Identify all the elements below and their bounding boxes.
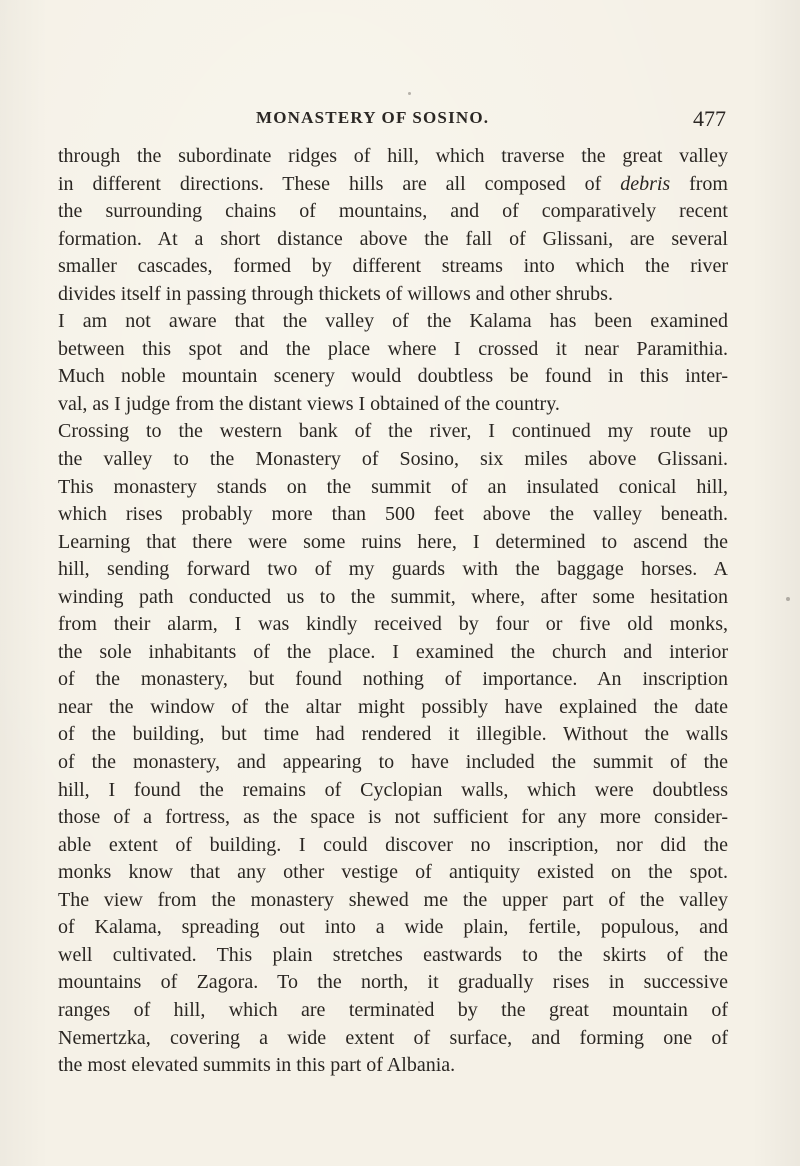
- text-line: winding path conducted us to the summit, where, after some hesitation: [58, 585, 728, 608]
- page-number: 477: [693, 106, 726, 131]
- body-text: [58, 143, 728, 1080]
- running-head: [58, 108, 728, 140]
- text-line: ranges of hill, which are terminated by the great mountain of: [58, 998, 728, 1021]
- text-line: formation. At a short distance above the fall of Glissani, are several: [58, 227, 728, 250]
- text-line: of Kalama, spreading out into a wide plain, fertile, populous, and: [58, 916, 728, 939]
- text-line: val, as I judge from the distant views I obtained of the country.: [58, 392, 560, 415]
- text-line: those of a fortress, as the space is not sufficient for any more consider-: [58, 806, 728, 829]
- text-line: I am not aware that the valley of the Kalama has been examined: [58, 310, 728, 333]
- text-line: the valley to the Monastery of Sosino, six miles above Glissani.: [58, 448, 728, 471]
- text-line: of the monastery, and appearing to have included the summit of the: [58, 751, 728, 774]
- text-line: of the building, but time had rendered it illegible. Without the walls: [58, 723, 728, 746]
- text-line: hill, I found the remains of Cyclopian walls, which were doubtless: [58, 778, 728, 801]
- text-line: able extent of building. I could discover no inscription, nor did the: [58, 833, 728, 856]
- text-line: Crossing to the western bank of the river, I continued my route up: [58, 420, 728, 443]
- text-line: which rises probably more than 500 feet above the valley beneath.: [58, 503, 728, 526]
- text-line: the most elevated summits in this part of Albania.: [58, 1054, 456, 1077]
- paper-speck: [408, 92, 411, 95]
- text-fragment: in different directions. These hills are all composed of: [58, 172, 621, 195]
- paper-speck: [418, 1001, 420, 1003]
- text-fragment: from: [670, 172, 728, 195]
- text-line: This monastery stands on the summit of an insulated conical hill,: [58, 475, 728, 498]
- text-line: from their alarm, I was kindly received by four or five old monks,: [58, 613, 728, 636]
- text-line: The view from the monastery shewed me the upper part of the valley: [58, 888, 728, 911]
- text-line: [58, 171, 728, 199]
- text-line: through the subordinate ridges of hill, which traverse the great valley: [58, 145, 728, 167]
- running-title: MONASTERY OF SOSINO.: [256, 108, 490, 127]
- text-line: the surrounding chains of mountains, and of comparatively recent: [58, 200, 728, 223]
- text-line: divides itself in passing through thickets of willows and other shrubs.: [58, 282, 613, 305]
- text-line: smaller cascades, formed by different streams into which the river: [58, 255, 728, 278]
- text-line: hill, sending forward two of my guards with the baggage horses. A: [58, 558, 728, 581]
- text-line: monks know that any other vestige of antiquity existed on the spot.: [58, 861, 728, 884]
- text-line: mountains of Zagora. To the north, it gradually rises in successive: [58, 971, 728, 994]
- paper-speck: [612, 733, 614, 735]
- text-line: well cultivated. This plain stretches eastwards to the skirts of the: [58, 943, 728, 966]
- text-line: near the window of the altar might possibly have explained the date: [58, 695, 728, 718]
- paper-speck: [786, 597, 790, 601]
- italic-word: debris: [620, 172, 671, 195]
- text-line: of the monastery, but found nothing of importance. An inscription: [58, 668, 728, 691]
- text-line: the sole inhabitants of the place. I examined the church and interior: [58, 640, 728, 663]
- text-line: Nemertzka, covering a wide extent of surface, and forming one of: [58, 1026, 728, 1049]
- text-line: Much noble mountain scenery would doubtless be found in this inter-: [58, 365, 728, 388]
- text-line: Learning that there were some ruins here, I determined to ascend the: [58, 530, 728, 553]
- text-line: between this spot and the place where I crossed it near Paramithia.: [58, 337, 728, 360]
